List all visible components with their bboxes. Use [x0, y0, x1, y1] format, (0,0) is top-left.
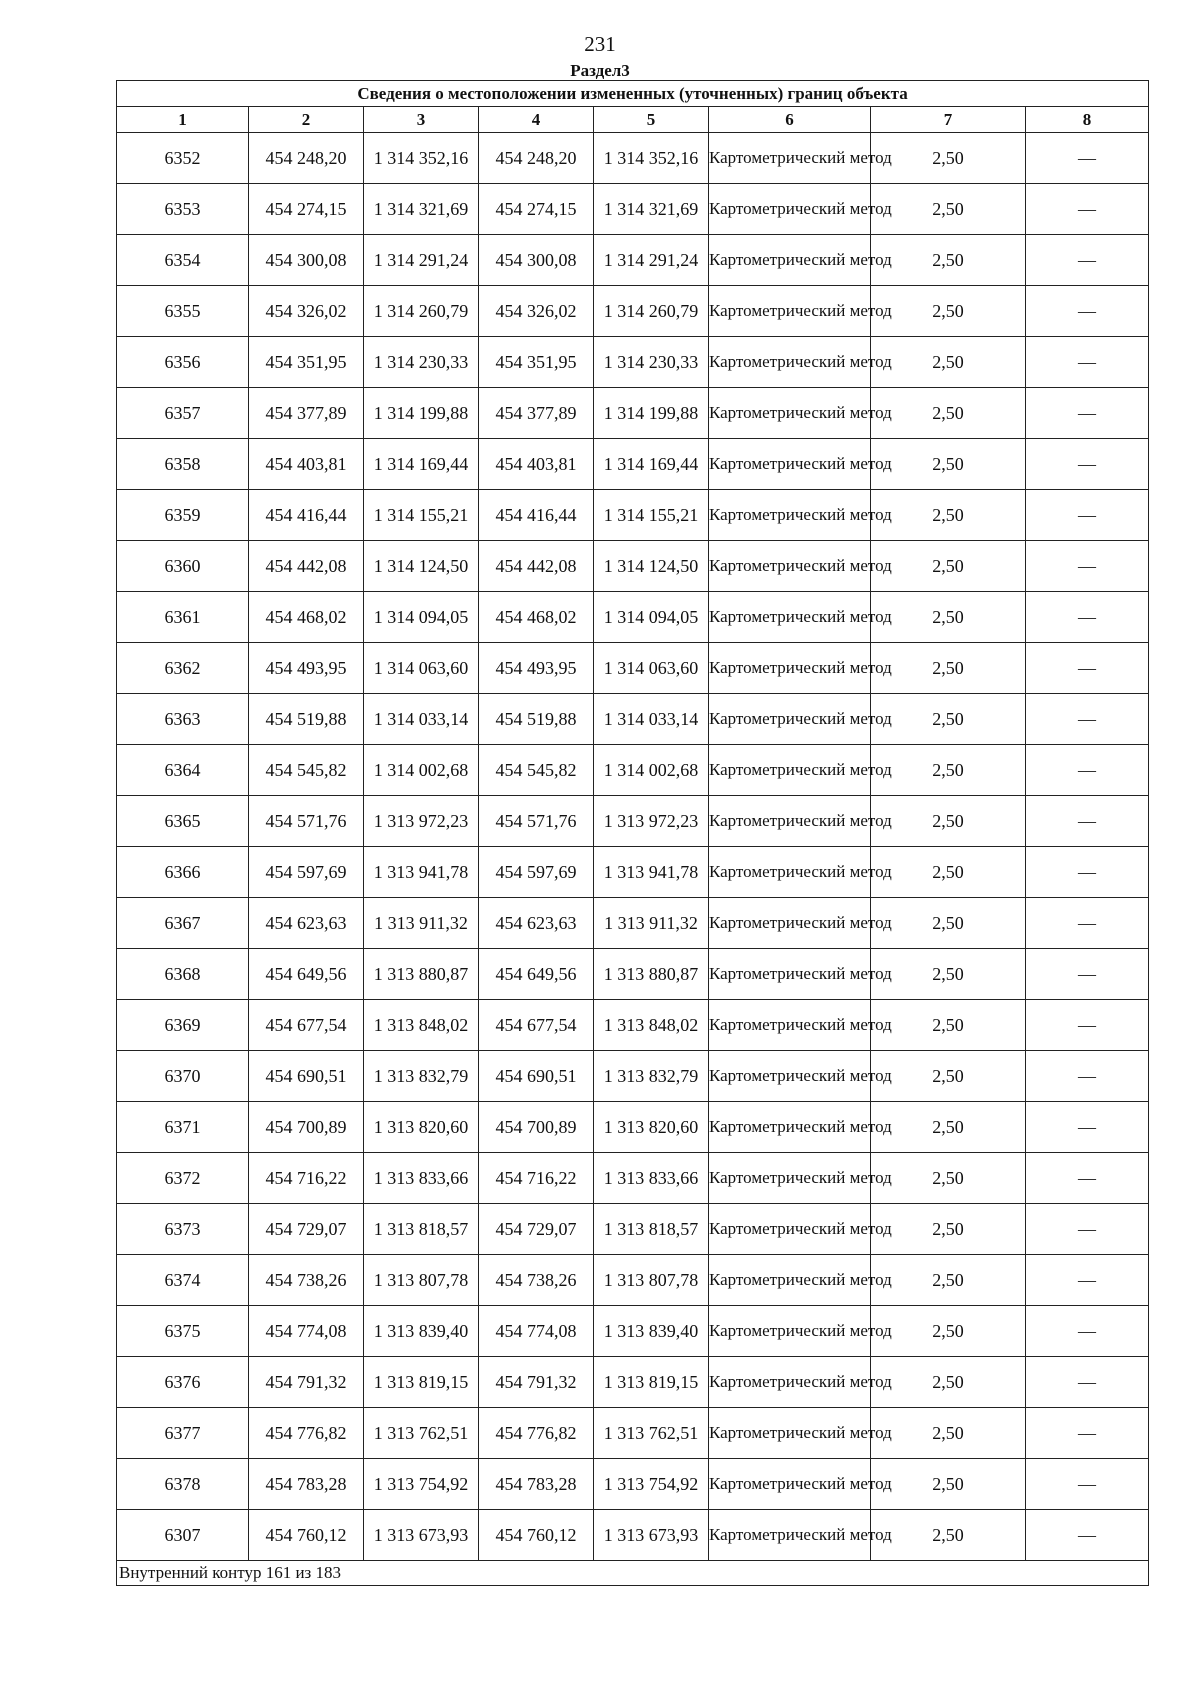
y-new-cell: 1 314 094,05 [594, 592, 709, 643]
table-row [117, 235, 1149, 286]
precision-cell: 2,50 [871, 541, 1026, 592]
y-new-cell: 1 313 839,40 [594, 1306, 709, 1357]
precision-cell: 2,50 [871, 235, 1026, 286]
x-old-cell: 454 274,15 [249, 184, 364, 235]
precision-cell: 2,50 [871, 796, 1026, 847]
table-row [117, 643, 1149, 694]
y-new-cell: 1 314 002,68 [594, 745, 709, 796]
method-cell: Картометрический метод [709, 541, 871, 592]
y-old-cell: 1 314 155,21 [364, 490, 479, 541]
point-number-cell: 6370 [117, 1051, 249, 1102]
point-number-cell: 6376 [117, 1357, 249, 1408]
point-number-cell: 6364 [117, 745, 249, 796]
x-new-cell: 454 519,88 [479, 694, 594, 745]
x-old-cell: 454 442,08 [249, 541, 364, 592]
x-old-cell: 454 403,81 [249, 439, 364, 490]
x-old-cell: 454 519,88 [249, 694, 364, 745]
table-row [117, 592, 1149, 643]
method-cell: Картометрический метод [709, 1510, 871, 1561]
y-new-cell: 1 314 124,50 [594, 541, 709, 592]
x-old-cell: 454 493,95 [249, 643, 364, 694]
y-new-cell: 1 314 321,69 [594, 184, 709, 235]
method-cell: Картометрический метод [709, 592, 871, 643]
table-row [117, 1357, 1149, 1408]
y-old-cell: 1 314 002,68 [364, 745, 479, 796]
x-new-cell: 454 571,76 [479, 796, 594, 847]
note-cell: — [1026, 643, 1149, 694]
y-new-cell: 1 314 352,16 [594, 133, 709, 184]
note-cell: — [1026, 1204, 1149, 1255]
method-cell: Картометрический метод [709, 1306, 871, 1357]
table-body [117, 133, 1149, 1561]
y-new-cell: 1 313 819,15 [594, 1357, 709, 1408]
y-old-cell: 1 314 169,44 [364, 439, 479, 490]
x-new-cell: 454 377,89 [479, 388, 594, 439]
x-old-cell: 454 690,51 [249, 1051, 364, 1102]
y-old-cell: 1 313 673,93 [364, 1510, 479, 1561]
point-number-cell: 6362 [117, 643, 249, 694]
y-new-cell: 1 313 673,93 [594, 1510, 709, 1561]
point-number-cell: 6365 [117, 796, 249, 847]
x-old-cell: 454 760,12 [249, 1510, 364, 1561]
table-row [117, 898, 1149, 949]
page-number: 231 [584, 32, 616, 56]
point-number-cell: 6353 [117, 184, 249, 235]
x-new-cell: 454 700,89 [479, 1102, 594, 1153]
y-old-cell: 1 314 063,60 [364, 643, 479, 694]
point-number-cell: 6369 [117, 1000, 249, 1051]
y-new-cell: 1 314 199,88 [594, 388, 709, 439]
note-cell: — [1026, 745, 1149, 796]
y-old-cell: 1 313 820,60 [364, 1102, 479, 1153]
method-cell: Картометрический метод [709, 1459, 871, 1510]
table-row [117, 694, 1149, 745]
table-row [117, 1204, 1149, 1255]
table-row [117, 796, 1149, 847]
note-cell: — [1026, 1255, 1149, 1306]
table-row [117, 439, 1149, 490]
point-number-cell: 6375 [117, 1306, 249, 1357]
precision-cell: 2,50 [871, 745, 1026, 796]
table-row [117, 1255, 1149, 1306]
x-new-cell: 454 468,02 [479, 592, 594, 643]
method-cell: Картометрический метод [709, 184, 871, 235]
precision-cell: 2,50 [871, 439, 1026, 490]
point-number-cell: 6307 [117, 1510, 249, 1561]
column-number: 3 [364, 107, 479, 133]
point-number-cell: 6363 [117, 694, 249, 745]
method-cell: Картометрический метод [709, 1000, 871, 1051]
note-cell: — [1026, 796, 1149, 847]
y-old-cell: 1 313 833,66 [364, 1153, 479, 1204]
note-cell: — [1026, 337, 1149, 388]
note-cell: — [1026, 490, 1149, 541]
x-new-cell: 454 677,54 [479, 1000, 594, 1051]
y-old-cell: 1 313 819,15 [364, 1357, 479, 1408]
x-new-cell: 454 442,08 [479, 541, 594, 592]
x-old-cell: 454 776,82 [249, 1408, 364, 1459]
point-number-cell: 6357 [117, 388, 249, 439]
x-new-cell: 454 351,95 [479, 337, 594, 388]
x-new-cell: 454 738,26 [479, 1255, 594, 1306]
method-cell: Картометрический метод [709, 439, 871, 490]
x-new-cell: 454 493,95 [479, 643, 594, 694]
point-number-cell: 6373 [117, 1204, 249, 1255]
point-number-cell: 6372 [117, 1153, 249, 1204]
method-cell: Картометрический метод [709, 1255, 871, 1306]
y-new-cell: 1 314 230,33 [594, 337, 709, 388]
note-cell: — [1026, 1306, 1149, 1357]
point-number-cell: 6359 [117, 490, 249, 541]
y-old-cell: 1 313 880,87 [364, 949, 479, 1000]
table-row [117, 1306, 1149, 1357]
x-new-cell: 454 416,44 [479, 490, 594, 541]
y-old-cell: 1 314 352,16 [364, 133, 479, 184]
method-cell: Картометрический метод [709, 235, 871, 286]
table-row [117, 337, 1149, 388]
note-cell: — [1026, 439, 1149, 490]
method-cell: Картометрический метод [709, 133, 871, 184]
x-new-cell: 454 783,28 [479, 1459, 594, 1510]
y-new-cell: 1 313 832,79 [594, 1051, 709, 1102]
precision-cell: 2,50 [871, 337, 1026, 388]
method-cell: Картометрический метод [709, 643, 871, 694]
point-number-cell: 6368 [117, 949, 249, 1000]
precision-cell: 2,50 [871, 1408, 1026, 1459]
precision-cell: 2,50 [871, 1510, 1026, 1561]
note-cell: — [1026, 694, 1149, 745]
method-cell: Картометрический метод [709, 337, 871, 388]
y-new-cell: 1 314 291,24 [594, 235, 709, 286]
note-cell: — [1026, 898, 1149, 949]
x-old-cell: 454 416,44 [249, 490, 364, 541]
x-old-cell: 454 571,76 [249, 796, 364, 847]
column-number: 8 [1026, 107, 1149, 133]
y-new-cell: 1 313 762,51 [594, 1408, 709, 1459]
note-cell: — [1026, 133, 1149, 184]
x-new-cell: 454 776,82 [479, 1408, 594, 1459]
x-new-cell: 454 623,63 [479, 898, 594, 949]
precision-cell: 2,50 [871, 1306, 1026, 1357]
precision-cell: 2,50 [871, 1459, 1026, 1510]
note-cell: — [1026, 1510, 1149, 1561]
y-new-cell: 1 313 972,23 [594, 796, 709, 847]
table-row [117, 286, 1149, 337]
point-number-cell: 6371 [117, 1102, 249, 1153]
method-cell: Картометрический метод [709, 898, 871, 949]
y-new-cell: 1 314 155,21 [594, 490, 709, 541]
x-old-cell: 454 326,02 [249, 286, 364, 337]
y-new-cell: 1 314 260,79 [594, 286, 709, 337]
point-number-cell: 6352 [117, 133, 249, 184]
method-cell: Картометрический метод [709, 1102, 871, 1153]
method-cell: Картометрический метод [709, 1204, 871, 1255]
table-row [117, 1153, 1149, 1204]
method-cell: Картометрический метод [709, 1153, 871, 1204]
point-number-cell: 6358 [117, 439, 249, 490]
x-new-cell: 454 774,08 [479, 1306, 594, 1357]
y-new-cell: 1 313 754,92 [594, 1459, 709, 1510]
precision-cell: 2,50 [871, 1204, 1026, 1255]
precision-cell: 2,50 [871, 1102, 1026, 1153]
note-cell: — [1026, 286, 1149, 337]
x-old-cell: 454 677,54 [249, 1000, 364, 1051]
x-old-cell: 454 351,95 [249, 337, 364, 388]
y-old-cell: 1 313 941,78 [364, 847, 479, 898]
y-new-cell: 1 313 911,32 [594, 898, 709, 949]
y-old-cell: 1 314 260,79 [364, 286, 479, 337]
table-row [117, 1459, 1149, 1510]
note-cell: — [1026, 1000, 1149, 1051]
column-number: 1 [117, 107, 249, 133]
point-number-cell: 6361 [117, 592, 249, 643]
precision-cell: 2,50 [871, 898, 1026, 949]
y-old-cell: 1 314 199,88 [364, 388, 479, 439]
precision-cell: 2,50 [871, 1255, 1026, 1306]
precision-cell: 2,50 [871, 388, 1026, 439]
precision-cell: 2,50 [871, 184, 1026, 235]
table-caption: Сведения о местоположении измененных (уточненных) границ объекта [117, 81, 1149, 107]
x-old-cell: 454 300,08 [249, 235, 364, 286]
column-number-row [117, 107, 1149, 133]
x-old-cell: 454 597,69 [249, 847, 364, 898]
x-old-cell: 454 700,89 [249, 1102, 364, 1153]
method-cell: Картометрический метод [709, 490, 871, 541]
point-number-cell: 6366 [117, 847, 249, 898]
precision-cell: 2,50 [871, 1051, 1026, 1102]
y-old-cell: 1 313 972,23 [364, 796, 479, 847]
note-cell: — [1026, 592, 1149, 643]
coordinates-table [116, 80, 1149, 1586]
x-new-cell: 454 791,32 [479, 1357, 594, 1408]
table-row [117, 847, 1149, 898]
precision-cell: 2,50 [871, 1153, 1026, 1204]
table-row [117, 949, 1149, 1000]
table-row [117, 1102, 1149, 1153]
x-old-cell: 454 248,20 [249, 133, 364, 184]
note-cell: — [1026, 847, 1149, 898]
table-row [117, 388, 1149, 439]
point-number-cell: 6360 [117, 541, 249, 592]
table-row [117, 745, 1149, 796]
x-old-cell: 454 716,22 [249, 1153, 364, 1204]
column-number: 7 [871, 107, 1026, 133]
method-cell: Картометрический метод [709, 1051, 871, 1102]
point-number-cell: 6354 [117, 235, 249, 286]
x-new-cell: 454 248,20 [479, 133, 594, 184]
x-old-cell: 454 545,82 [249, 745, 364, 796]
x-old-cell: 454 783,28 [249, 1459, 364, 1510]
y-new-cell: 1 314 169,44 [594, 439, 709, 490]
note-cell: — [1026, 1408, 1149, 1459]
method-cell: Картометрический метод [709, 1357, 871, 1408]
y-new-cell: 1 314 063,60 [594, 643, 709, 694]
column-number: 5 [594, 107, 709, 133]
note-cell: — [1026, 1357, 1149, 1408]
point-number-cell: 6378 [117, 1459, 249, 1510]
note-cell: — [1026, 541, 1149, 592]
note-cell: — [1026, 1459, 1149, 1510]
y-old-cell: 1 313 754,92 [364, 1459, 479, 1510]
y-old-cell: 1 313 807,78 [364, 1255, 479, 1306]
contour-footer: Внутренний контур 161 из 183 [117, 1561, 1149, 1586]
y-old-cell: 1 313 839,40 [364, 1306, 479, 1357]
y-new-cell: 1 313 833,66 [594, 1153, 709, 1204]
x-new-cell: 454 403,81 [479, 439, 594, 490]
y-new-cell: 1 313 941,78 [594, 847, 709, 898]
y-old-cell: 1 314 230,33 [364, 337, 479, 388]
point-number-cell: 6356 [117, 337, 249, 388]
method-cell: Картометрический метод [709, 796, 871, 847]
x-new-cell: 454 274,15 [479, 184, 594, 235]
x-old-cell: 454 623,63 [249, 898, 364, 949]
x-old-cell: 454 468,02 [249, 592, 364, 643]
column-number: 4 [479, 107, 594, 133]
method-cell: Картометрический метод [709, 1408, 871, 1459]
table-row [117, 1051, 1149, 1102]
method-cell: Картометрический метод [709, 847, 871, 898]
note-cell: — [1026, 235, 1149, 286]
precision-cell: 2,50 [871, 133, 1026, 184]
x-new-cell: 454 729,07 [479, 1204, 594, 1255]
x-new-cell: 454 649,56 [479, 949, 594, 1000]
x-new-cell: 454 716,22 [479, 1153, 594, 1204]
y-new-cell: 1 313 818,57 [594, 1204, 709, 1255]
table-row [117, 541, 1149, 592]
y-new-cell: 1 314 033,14 [594, 694, 709, 745]
precision-cell: 2,50 [871, 847, 1026, 898]
precision-cell: 2,50 [871, 694, 1026, 745]
point-number-cell: 6377 [117, 1408, 249, 1459]
x-old-cell: 454 774,08 [249, 1306, 364, 1357]
note-cell: — [1026, 184, 1149, 235]
y-new-cell: 1 313 880,87 [594, 949, 709, 1000]
y-old-cell: 1 314 033,14 [364, 694, 479, 745]
column-number: 6 [709, 107, 871, 133]
y-new-cell: 1 313 848,02 [594, 1000, 709, 1051]
y-new-cell: 1 313 820,60 [594, 1102, 709, 1153]
note-cell: — [1026, 388, 1149, 439]
precision-cell: 2,50 [871, 286, 1026, 337]
precision-cell: 2,50 [871, 949, 1026, 1000]
x-old-cell: 454 729,07 [249, 1204, 364, 1255]
table-row [117, 1510, 1149, 1561]
x-new-cell: 454 326,02 [479, 286, 594, 337]
precision-cell: 2,50 [871, 1357, 1026, 1408]
y-old-cell: 1 314 291,24 [364, 235, 479, 286]
note-cell: — [1026, 1102, 1149, 1153]
note-cell: — [1026, 1051, 1149, 1102]
x-new-cell: 454 760,12 [479, 1510, 594, 1561]
method-cell: Картометрический метод [709, 388, 871, 439]
x-new-cell: 454 690,51 [479, 1051, 594, 1102]
y-old-cell: 1 314 094,05 [364, 592, 479, 643]
table-row [117, 1000, 1149, 1051]
y-new-cell: 1 313 807,78 [594, 1255, 709, 1306]
table-row [117, 1408, 1149, 1459]
precision-cell: 2,50 [871, 643, 1026, 694]
note-cell: — [1026, 1153, 1149, 1204]
table-row [117, 133, 1149, 184]
point-number-cell: 6355 [117, 286, 249, 337]
x-old-cell: 454 377,89 [249, 388, 364, 439]
y-old-cell: 1 313 848,02 [364, 1000, 479, 1051]
method-cell: Картометрический метод [709, 286, 871, 337]
x-old-cell: 454 738,26 [249, 1255, 364, 1306]
y-old-cell: 1 313 911,32 [364, 898, 479, 949]
y-old-cell: 1 313 818,57 [364, 1204, 479, 1255]
note-cell: — [1026, 949, 1149, 1000]
precision-cell: 2,50 [871, 1000, 1026, 1051]
column-number: 2 [249, 107, 364, 133]
x-old-cell: 454 791,32 [249, 1357, 364, 1408]
x-new-cell: 454 545,82 [479, 745, 594, 796]
x-new-cell: 454 597,69 [479, 847, 594, 898]
y-old-cell: 1 313 832,79 [364, 1051, 479, 1102]
precision-cell: 2,50 [871, 490, 1026, 541]
point-number-cell: 6367 [117, 898, 249, 949]
precision-cell: 2,50 [871, 592, 1026, 643]
point-number-cell: 6374 [117, 1255, 249, 1306]
method-cell: Картометрический метод [709, 694, 871, 745]
section-title: Раздел3 [570, 61, 630, 80]
y-old-cell: 1 314 124,50 [364, 541, 479, 592]
x-old-cell: 454 649,56 [249, 949, 364, 1000]
x-new-cell: 454 300,08 [479, 235, 594, 286]
y-old-cell: 1 313 762,51 [364, 1408, 479, 1459]
method-cell: Картометрический метод [709, 745, 871, 796]
y-old-cell: 1 314 321,69 [364, 184, 479, 235]
table-row [117, 490, 1149, 541]
method-cell: Картометрический метод [709, 949, 871, 1000]
table-row [117, 184, 1149, 235]
